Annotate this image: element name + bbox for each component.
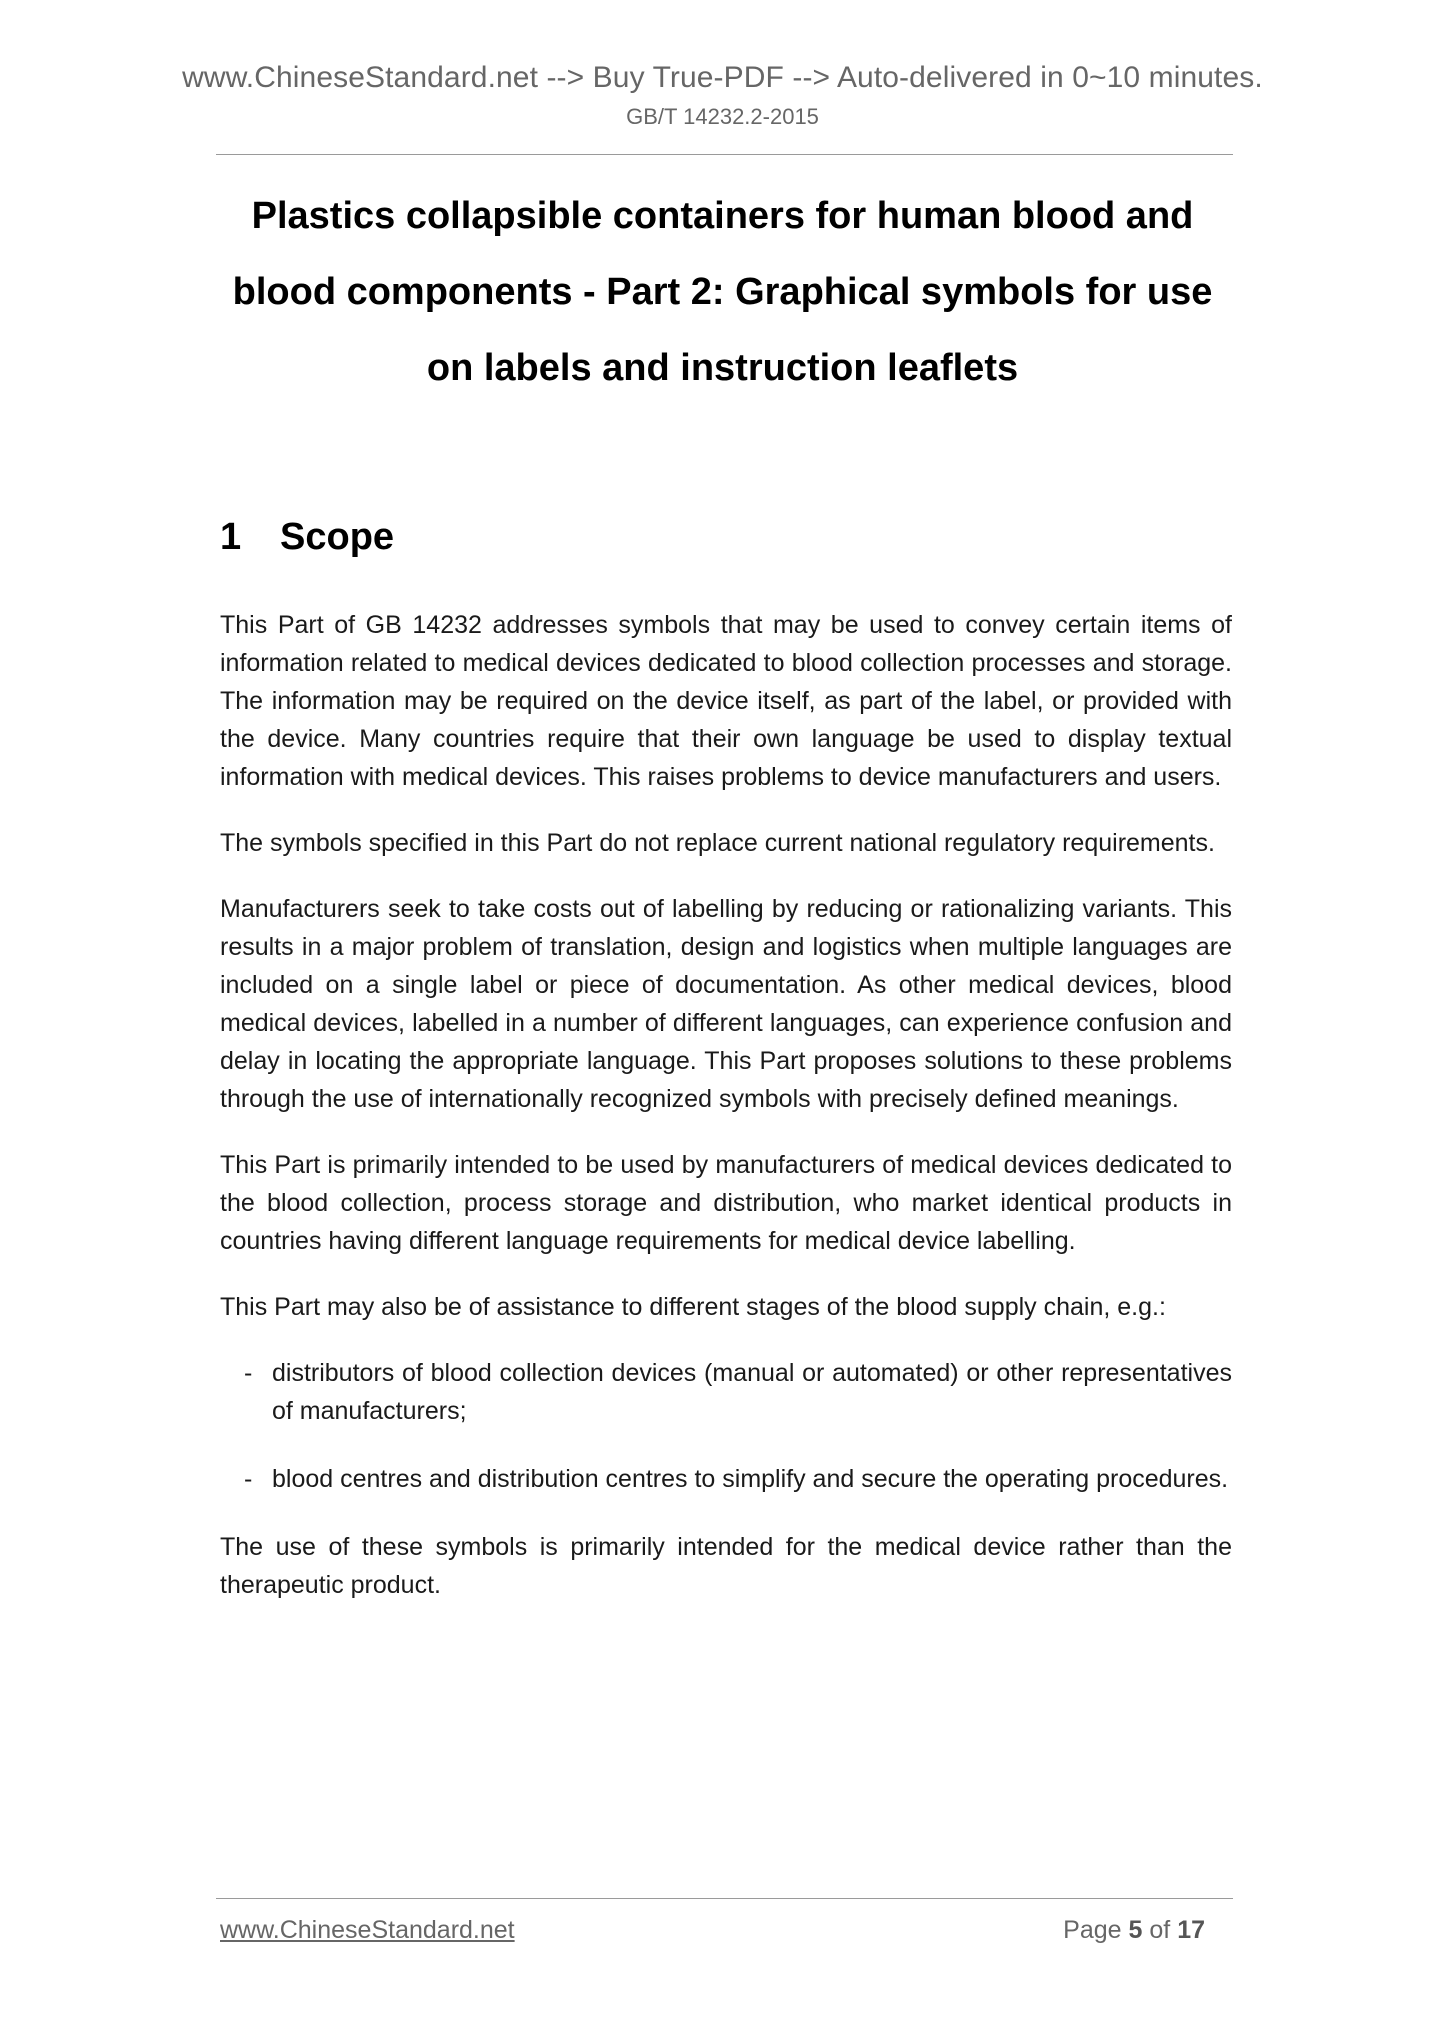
footer-website-link[interactable]: www.ChineseStandard.net (220, 1916, 515, 1944)
page-label: Page (1063, 1916, 1122, 1944)
list-item-text: blood centres and distribution centres to simplify and secure the operating procedures. (272, 1465, 1229, 1493)
page-number (1063, 1912, 1205, 1948)
paragraph: This Part may also be of assistance to different stages of the blood supply chain, e.g.: (220, 1293, 1166, 1321)
footer-divider (216, 1898, 1233, 1899)
closing-paragraph: The use of these symbols is primarily intended for the medical device rather than the therapeutic product. (220, 1533, 1232, 1599)
page-of: of (1149, 1916, 1171, 1944)
page-footer (220, 1912, 1205, 1948)
page-total: 17 (1177, 1916, 1205, 1944)
section-heading (220, 512, 394, 562)
header-divider (216, 154, 1233, 155)
list-item (220, 1354, 1232, 1430)
paragraph: This Part is primarily intended to be used by manufacturers of medical devices dedicated to the blood collection, process storage and distribution, who market identical products in countries having different language requirements for medical device labelling. (220, 1151, 1232, 1255)
page-header (0, 58, 1445, 132)
list-marker: - (244, 1465, 253, 1493)
list-item-text: distributors of blood collection devices (manual or automated) or other representatives of manufacturers; (272, 1359, 1232, 1425)
list-marker: - (244, 1359, 253, 1387)
header-banner: www.ChineseStandard.net --> Buy True-PDF --> Auto-delivered in 0~10 minutes. (182, 61, 1263, 94)
document-title (200, 178, 1245, 406)
title-line-1: Plastics collapsible containers for human blood and (251, 195, 1194, 237)
page-current: 5 (1128, 1916, 1143, 1944)
paragraph: The symbols specified in this Part do not replace current national regulatory requirements. (220, 829, 1215, 857)
section-body (220, 606, 1232, 1632)
paragraph: Manufacturers seek to take costs out of labelling by reducing or rationalizing variants. This results in a major problem of translation, design and logistics when multiple languages are included on a single label or piece of documentation. As other medical devices, blood medical devices, labelled in a number of different languages, can experience confusion and delay in locating the appropriate language. This Part proposes solutions to these problems through the use of internationally recognized symbols with precisely defined meanings. (220, 895, 1232, 1113)
title-line-2: blood components - Part 2: Graphical symbols for use (232, 271, 1213, 313)
section-number: 1 (220, 516, 242, 558)
header-standard-number: GB/T 14232.2-2015 (626, 104, 819, 129)
paragraph: This Part of GB 14232 addresses symbols that may be used to convey certain items of information related to medical devices dedicated to blood collection processes and storage. The information may be required on the device itself, as part of the label, or provided with the device. Many countries require that their own language be used to display textual information with medical devices. This raises problems to device manufacturers and users. (220, 611, 1232, 791)
title-line-3: on labels and instruction leaflets (426, 347, 1019, 389)
section-title: Scope (280, 516, 395, 558)
list-item (220, 1460, 1232, 1498)
